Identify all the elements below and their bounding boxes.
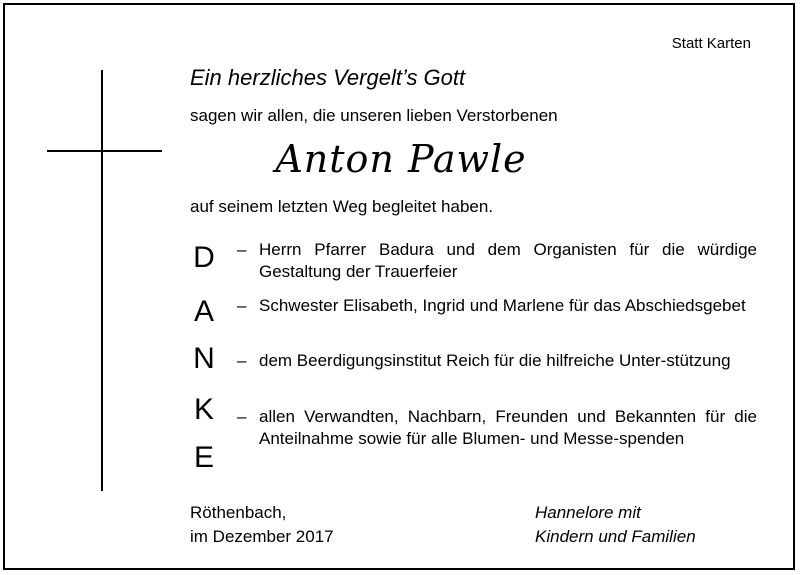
- thanks-item-text: allen Verwandten, Nachbarn, Freunden und Bekannten für die Anteilnahme sowie für alle Blumen- und Messe-spenden: [259, 407, 757, 448]
- danke-letter-a: A: [193, 295, 214, 328]
- dash: –: [237, 296, 247, 315]
- thanks-item: [237, 350, 757, 372]
- obituary-card: [3, 3, 795, 570]
- thanks-item-text: Schwester Elisabeth, Ingrid und Marlene für das Abschiedsgebet: [259, 296, 746, 315]
- thanks-item-text: Herrn Pfarrer Badura und dem Organisten für die würdige Gestaltung der Trauerfeier: [259, 240, 757, 281]
- signature: [535, 501, 696, 549]
- thanks-item-text: dem Beerdigungsinstitut Reich für die hilfreiche Unter-stützung: [259, 351, 731, 370]
- danke-letter-k: K: [193, 393, 214, 426]
- thanks-item: [237, 295, 757, 317]
- dash: –: [237, 240, 247, 259]
- dash: –: [237, 407, 247, 426]
- place-date: [190, 501, 334, 549]
- signature-line-1: Hannelore mit: [535, 503, 641, 522]
- deceased-name: Anton Pawle: [275, 137, 527, 181]
- danke-letter-n: N: [193, 342, 215, 375]
- intro-text: sagen wir allen, die unseren lieben Verstorbenen: [190, 106, 558, 125]
- danke-letter-e: E: [193, 441, 214, 474]
- date: im Dezember 2017: [190, 527, 334, 546]
- headline: Ein herzliches Vergelt’s Gott: [190, 65, 466, 90]
- thanks-item: [237, 406, 757, 450]
- thanks-item: [237, 239, 757, 283]
- signature-line-2: Kindern und Familien: [535, 527, 696, 546]
- cross-vertical-bar: [101, 70, 103, 491]
- place: Röthenbach,: [190, 503, 287, 522]
- statt-karten-label: Statt Karten: [671, 35, 751, 52]
- danke-letter-d: D: [193, 241, 215, 274]
- dash: –: [237, 351, 247, 370]
- outro-text: auf seinem letzten Weg begleitet haben.: [190, 197, 494, 216]
